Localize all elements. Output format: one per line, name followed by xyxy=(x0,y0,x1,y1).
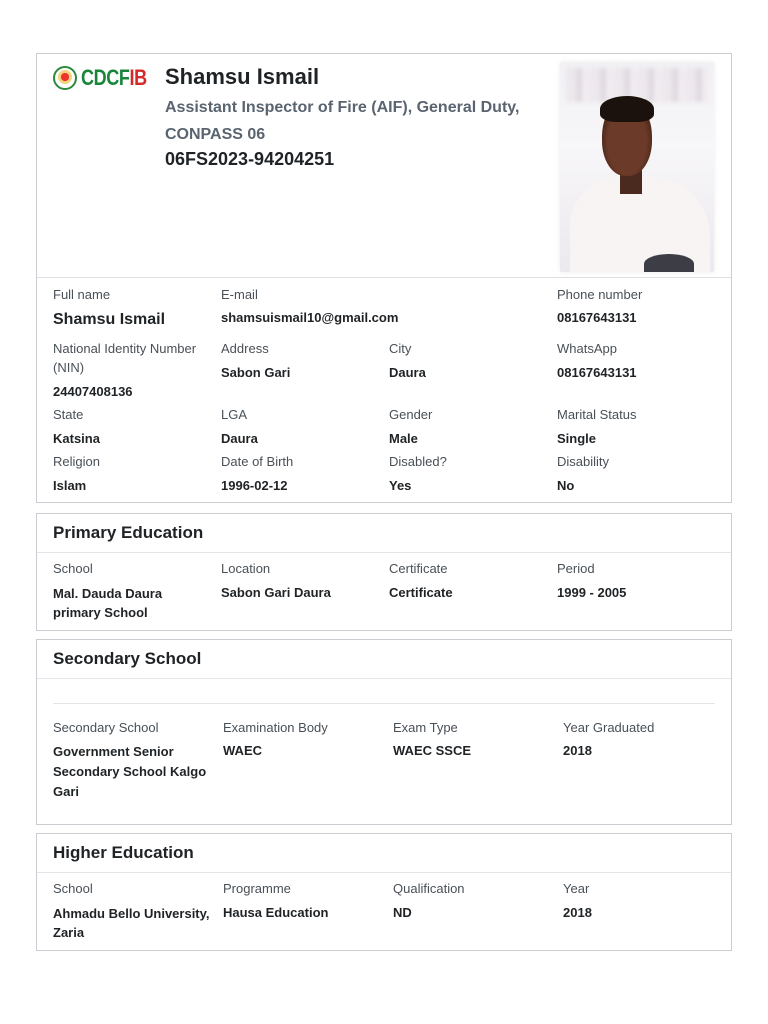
state-value: Katsina xyxy=(53,431,100,446)
religion-value: Islam xyxy=(53,478,87,493)
secondary-school-label: Secondary School xyxy=(53,720,159,735)
disabled-value: Yes xyxy=(389,478,412,493)
disabled-label: Disabled? xyxy=(389,454,447,469)
email-label: E-mail xyxy=(221,287,258,302)
cdcfib-logo xyxy=(53,65,161,91)
location-value: Sabon Gari Daura xyxy=(221,585,331,600)
certificate-label: Certificate xyxy=(389,561,448,576)
passport-photo xyxy=(560,62,714,272)
email-value: shamsuismail10@gmail.com xyxy=(221,310,399,325)
section-title: Primary Education xyxy=(53,523,204,542)
coat-of-arms-icon xyxy=(53,66,77,90)
school-label: School xyxy=(53,561,93,576)
logo-wordmark: CDCFIB xyxy=(81,65,147,90)
marital-status-value: Single xyxy=(557,431,597,446)
lga-value: Daura xyxy=(221,431,258,446)
candidate-rank: Assistant Inspector of Fire (AIF), General Duty, CONPASS 06 xyxy=(165,99,520,143)
exam-body-label: Examination Body xyxy=(223,720,328,735)
period-value: 1999 - 2005 xyxy=(557,585,627,600)
school-value: Ahmadu Bello University, Zaria xyxy=(53,906,210,940)
full-name-label: Full name xyxy=(53,287,111,302)
school-value: Mal. Dauda Daura primary School xyxy=(53,586,163,620)
state-label: State xyxy=(53,407,84,422)
programme-label: Programme xyxy=(223,881,291,896)
nin-label: National Identity Number (NIN) xyxy=(53,341,197,375)
dob-value: 1996-02-12 xyxy=(221,478,288,493)
full-name-value: Shamsu Ismail xyxy=(53,311,166,328)
divider xyxy=(37,552,731,553)
religion-label: Religion xyxy=(53,454,100,469)
divider xyxy=(37,872,731,873)
qualification-value: ND xyxy=(393,905,412,920)
exam-type-value: WAEC SSCE xyxy=(393,743,472,758)
secondary-school-value: Government Senior Secondary School Kalgo Gari xyxy=(53,744,207,799)
gender-value: Male xyxy=(389,431,418,446)
dob-label: Date of Birth xyxy=(221,454,294,469)
phone-value: 08167643131 xyxy=(557,310,637,325)
nin-value: 24407408136 xyxy=(53,384,133,399)
city-value: Daura xyxy=(389,365,426,380)
programme-value: Hausa Education xyxy=(223,905,329,920)
period-label: Period xyxy=(557,561,595,576)
lga-label: LGA xyxy=(221,407,248,422)
candidate-name: Shamsu Ismail xyxy=(165,64,320,89)
city-label: City xyxy=(389,341,412,356)
certificate-value: Certificate xyxy=(389,585,453,600)
disability-value: No xyxy=(557,478,575,493)
year-label: Year xyxy=(563,881,590,896)
profile-card xyxy=(36,53,732,503)
secondary-school-card xyxy=(36,639,732,825)
whatsapp-value: 08167643131 xyxy=(557,365,637,380)
whatsapp-label: WhatsApp xyxy=(557,341,617,356)
year-graduated-value: 2018 xyxy=(563,743,592,758)
address-value: Sabon Gari xyxy=(221,365,291,380)
divider xyxy=(37,678,731,679)
marital-status-label: Marital Status xyxy=(557,407,637,422)
qualification-label: Qualification xyxy=(393,881,465,896)
gender-label: Gender xyxy=(389,407,433,422)
divider xyxy=(53,703,715,704)
year-graduated-label: Year Graduated xyxy=(563,720,655,735)
divider xyxy=(37,277,731,278)
address-label: Address xyxy=(221,341,269,356)
exam-type-label: Exam Type xyxy=(393,720,458,735)
section-title: Higher Education xyxy=(53,843,194,862)
phone-label: Phone number xyxy=(557,287,643,302)
primary-education-card xyxy=(36,513,732,631)
school-label: School xyxy=(53,881,93,896)
location-label: Location xyxy=(221,561,271,576)
section-title: Secondary School xyxy=(53,649,202,668)
disability-label: Disability xyxy=(557,454,610,469)
application-number: 06FS2023-94204251 xyxy=(165,149,335,169)
year-value: 2018 xyxy=(563,905,592,920)
higher-education-card xyxy=(36,833,732,951)
exam-body-value: WAEC xyxy=(223,743,262,758)
